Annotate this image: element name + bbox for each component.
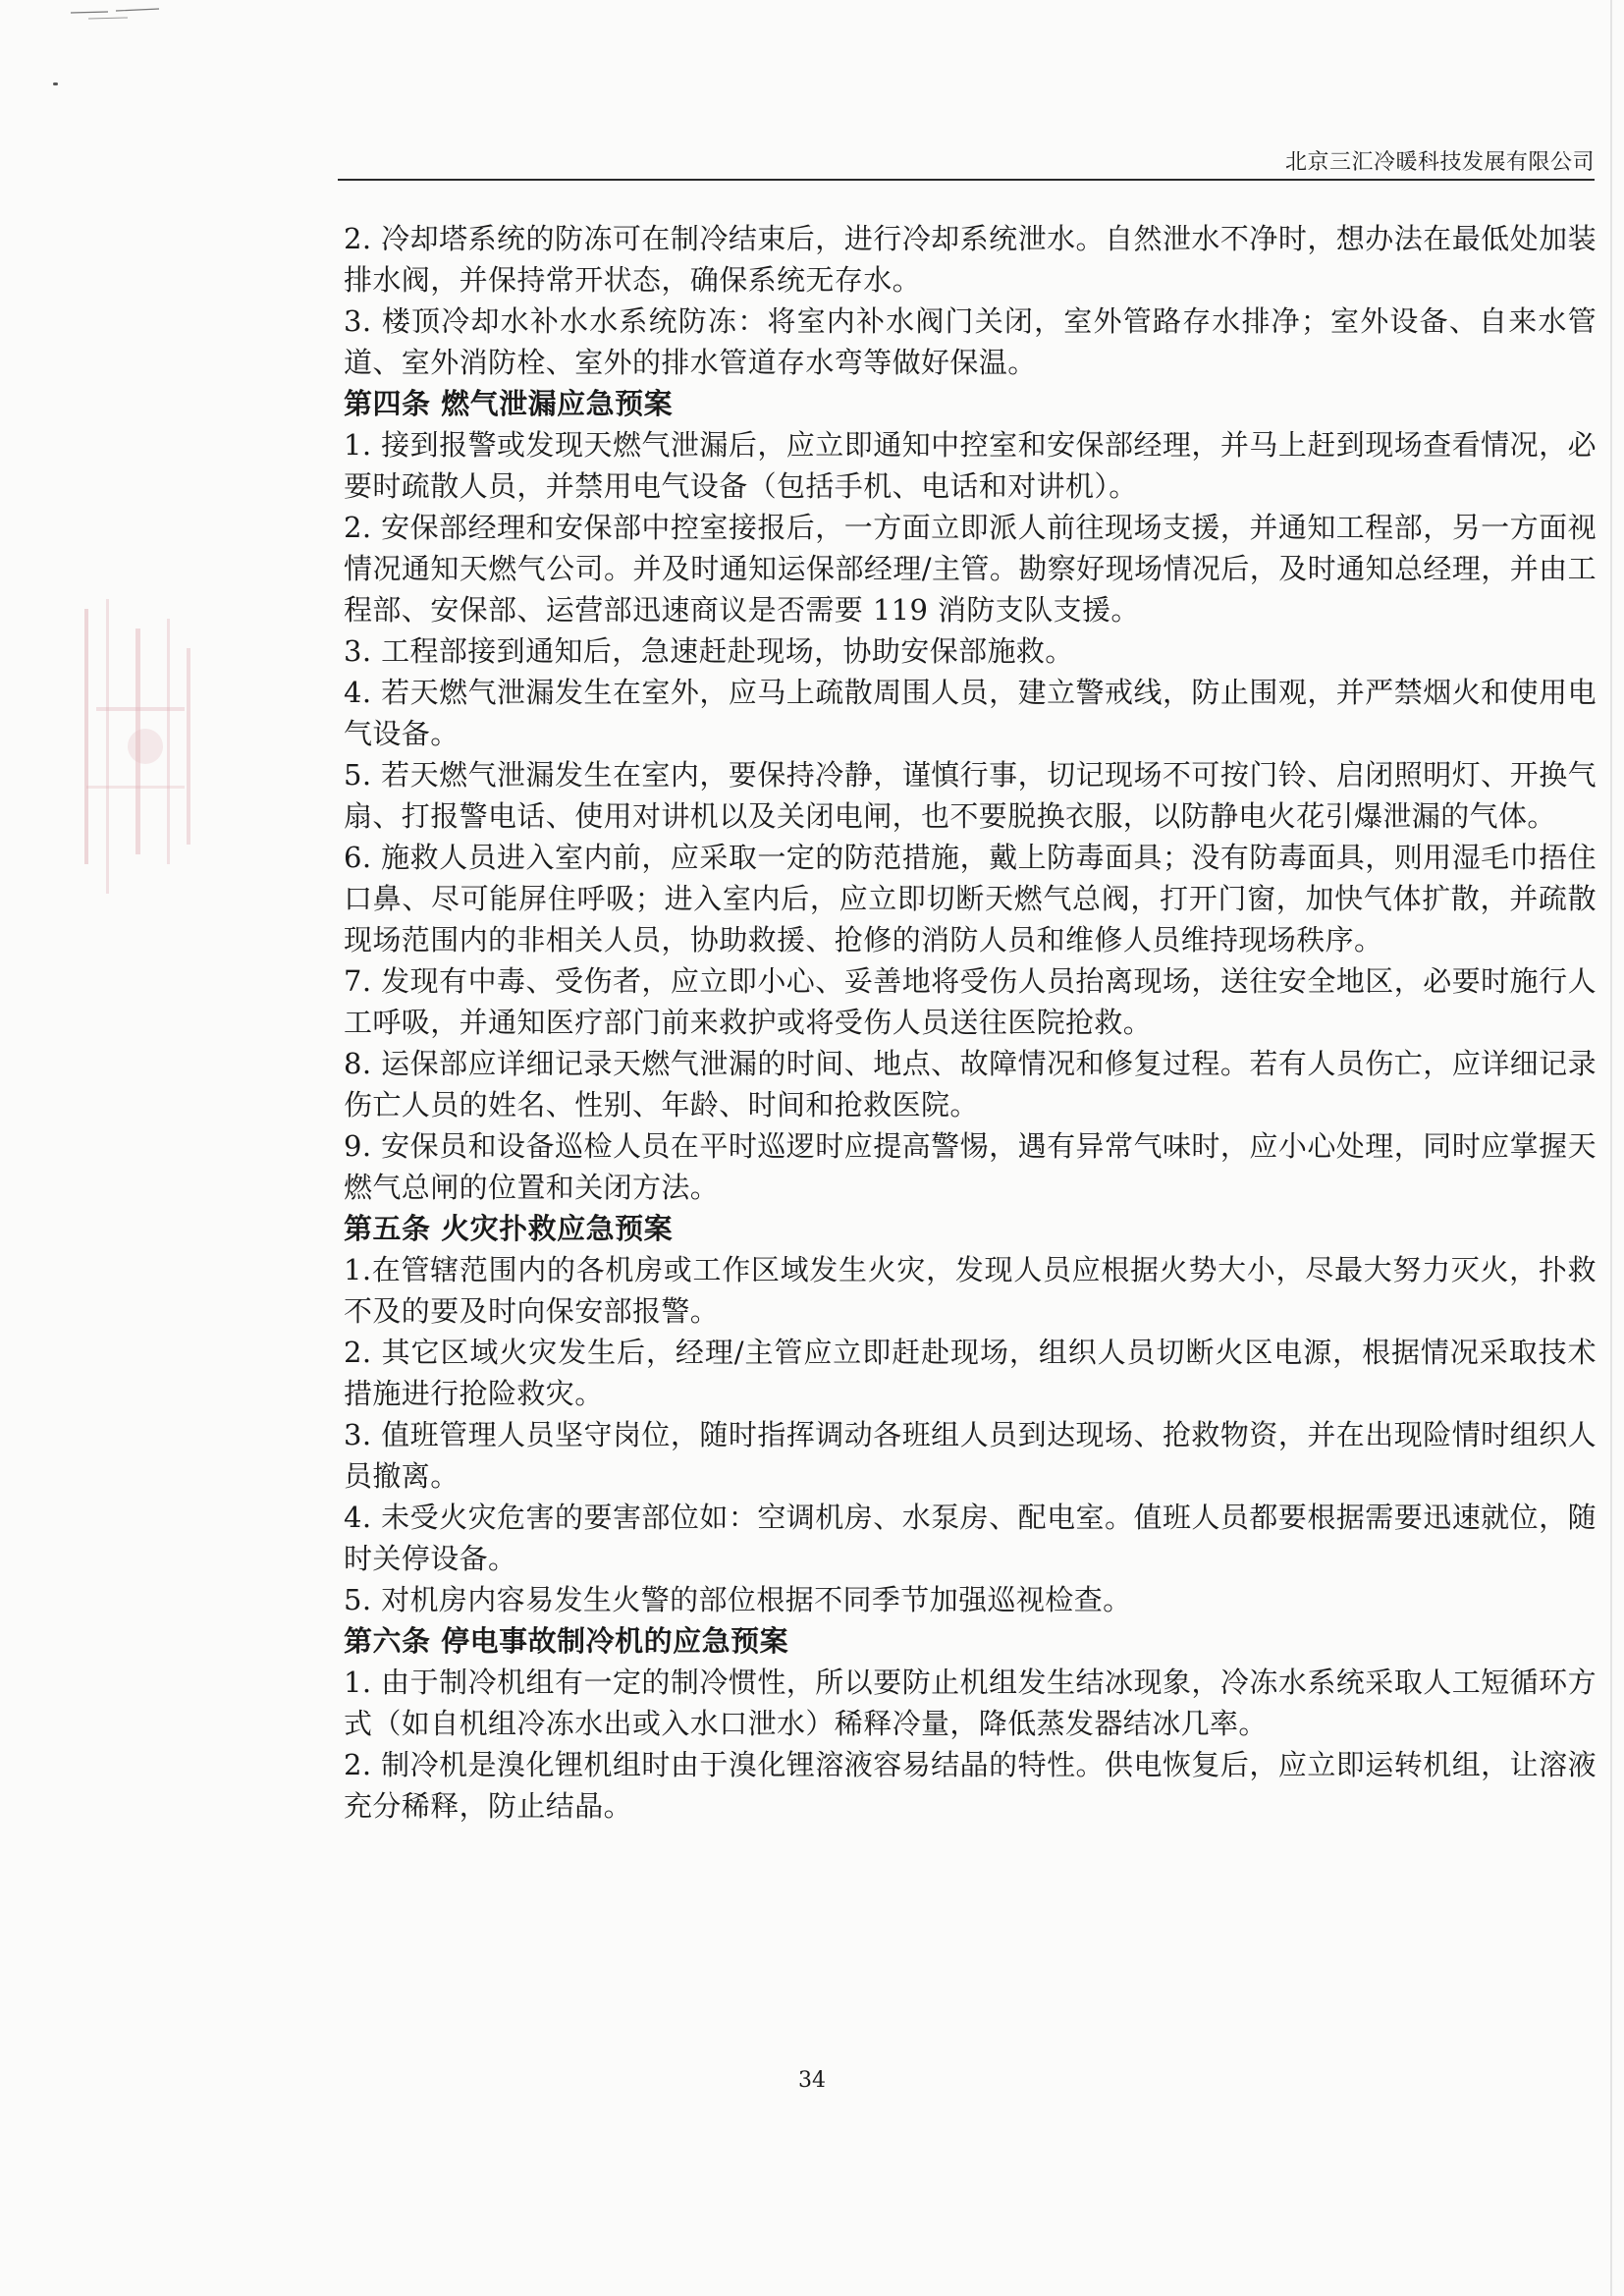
scan-dot <box>53 82 58 85</box>
paragraph: 2. 冷却塔系统的防冻可在制冷结束后，进行冷却系统泄水。自然泄水不净时，想办法在最低处加装排水阀，并保持常开状态，确保系统无存水。 <box>344 222 1597 297</box>
page-number: 34 <box>798 2068 826 2093</box>
section-heading: 第五条 火灾扑救应急预案 <box>344 1212 674 1245</box>
document-body <box>344 218 1597 1827</box>
paragraph: 1. 由于制冷机组有一定的制冷惯性，所以要防止机组发生结冰现象，冷冻水系统采取人工短循环方式（如自机组冷冻水出或入水口泄水）稀释冷量，降低蒸发器结冰几率。 <box>344 1666 1597 1740</box>
paragraph: 2. 安保部经理和安保部中控室接报后，一方面立即派人前往现场支援，并通知工程部，另一方面视情况通知天燃气公司。并及时通知运保部经理/主管。勘察好现场情况后，及时通知总经理，并由工程部、安保部、运营部迅速商议是否需要 119 消防支队支援。 <box>344 511 1597 627</box>
header-company-name: 北京三汇冷暖科技发展有限公司 <box>1284 150 1595 175</box>
paragraph: 7. 发现有中毒、受伤者，应立即小心、妥善地将受伤人员抬离现场，送往安全地区，必要时施行人工呼吸，并通知医疗部门前来救护或将受伤人员送往医院抢救。 <box>344 964 1597 1039</box>
paragraph: 6. 施救人员进入室内前，应采取一定的防范措施，戴上防毒面具；没有防毒面具，则用湿毛巾捂住口鼻、尽可能屏住呼吸；进入室内后，应立即切断天燃气总阀，打开门窗，加快气体扩散，并疏散现场范围内的非相关人员，协助救援、抢修的消防人员和维修人员维持现场秩序。 <box>344 841 1597 957</box>
section-heading: 第四条 燃气泄漏应急预案 <box>344 387 674 420</box>
paragraph: 1.在管辖范围内的各机房或工作区域发生火灾，发现人员应根据火势大小，尽最大努力灭火，扑救不及的要及时向保安部报警。 <box>344 1253 1597 1328</box>
paragraph: 5. 若天燃气泄漏发生在室内，要保持冷静，谨慎行事，切记现场不可按门铃、启闭照明灯、开换气扇、打报警电话、使用对讲机以及关闭电闸，也不要脱换衣服，以防静电火花引爆泄漏的气体。 <box>344 758 1597 833</box>
paragraph: 1. 接到报警或发现天燃气泄漏后，应立即通知中控室和安保部经理，并马上赶到现场查看情况，必要时疏散人员，并禁用电气设备（包括手机、电话和对讲机）。 <box>344 428 1597 503</box>
paragraph: 4. 若天燃气泄漏发生在室外，应马上疏散周围人员，建立警戒线，防止围观，并严禁烟火和使用电气设备。 <box>344 676 1597 750</box>
section-heading: 第六条 停电事故制冷机的应急预案 <box>344 1624 789 1658</box>
seal-stamp-bleed <box>77 589 204 923</box>
paragraph: 9. 安保员和设备巡检人员在平时巡逻时应提高警惕，遇有异常气味时，应小心处理，同时应掌握天燃气总闸的位置和关闭方法。 <box>344 1129 1597 1204</box>
paragraph: 8. 运保部应详细记录天燃气泄漏的时间、地点、故障情况和修复过程。若有人员伤亡，应详细记录伤亡人员的姓名、性别、年龄、时间和抢救医院。 <box>344 1047 1597 1121</box>
paragraph: 2. 制冷机是溴化锂机组时由于溴化锂溶液容易结晶的特性。供电恢复后，应立即运转机组，让溶液充分稀释，防止结晶。 <box>344 1748 1597 1823</box>
paragraph: 3. 工程部接到通知后，急速赶赴现场，协助安保部施救。 <box>344 634 1074 668</box>
paragraph: 4. 未受火灾危害的要害部位如：空调机房、水泵房、配电室。值班人员都要根据需要迅速就位，随时关停设备。 <box>344 1501 1597 1575</box>
paragraph: 5. 对机房内容易发生火警的部位根据不同季节加强巡视检查。 <box>344 1583 1132 1616</box>
paragraph: 2. 其它区域火灾发生后，经理/主管应立即赶赴现场，组织人员切断火区电源，根据情况采取技术措施进行抢险救灾。 <box>344 1336 1597 1410</box>
scan-artifact <box>69 6 162 20</box>
paragraph: 3. 值班管理人员坚守岗位，随时指挥调动各班组人员到达现场、抢救物资，并在出现险情时组织人员撤离。 <box>344 1418 1597 1493</box>
page-edge <box>1610 0 1612 2296</box>
page-header <box>338 139 1595 181</box>
paragraph: 3. 楼顶冷却水补水水系统防冻：将室内补水阀门关闭，室外管路存水排净；室外设备、自来水管道、室外消防栓、室外的排水管道存水弯等做好保温。 <box>344 304 1597 379</box>
